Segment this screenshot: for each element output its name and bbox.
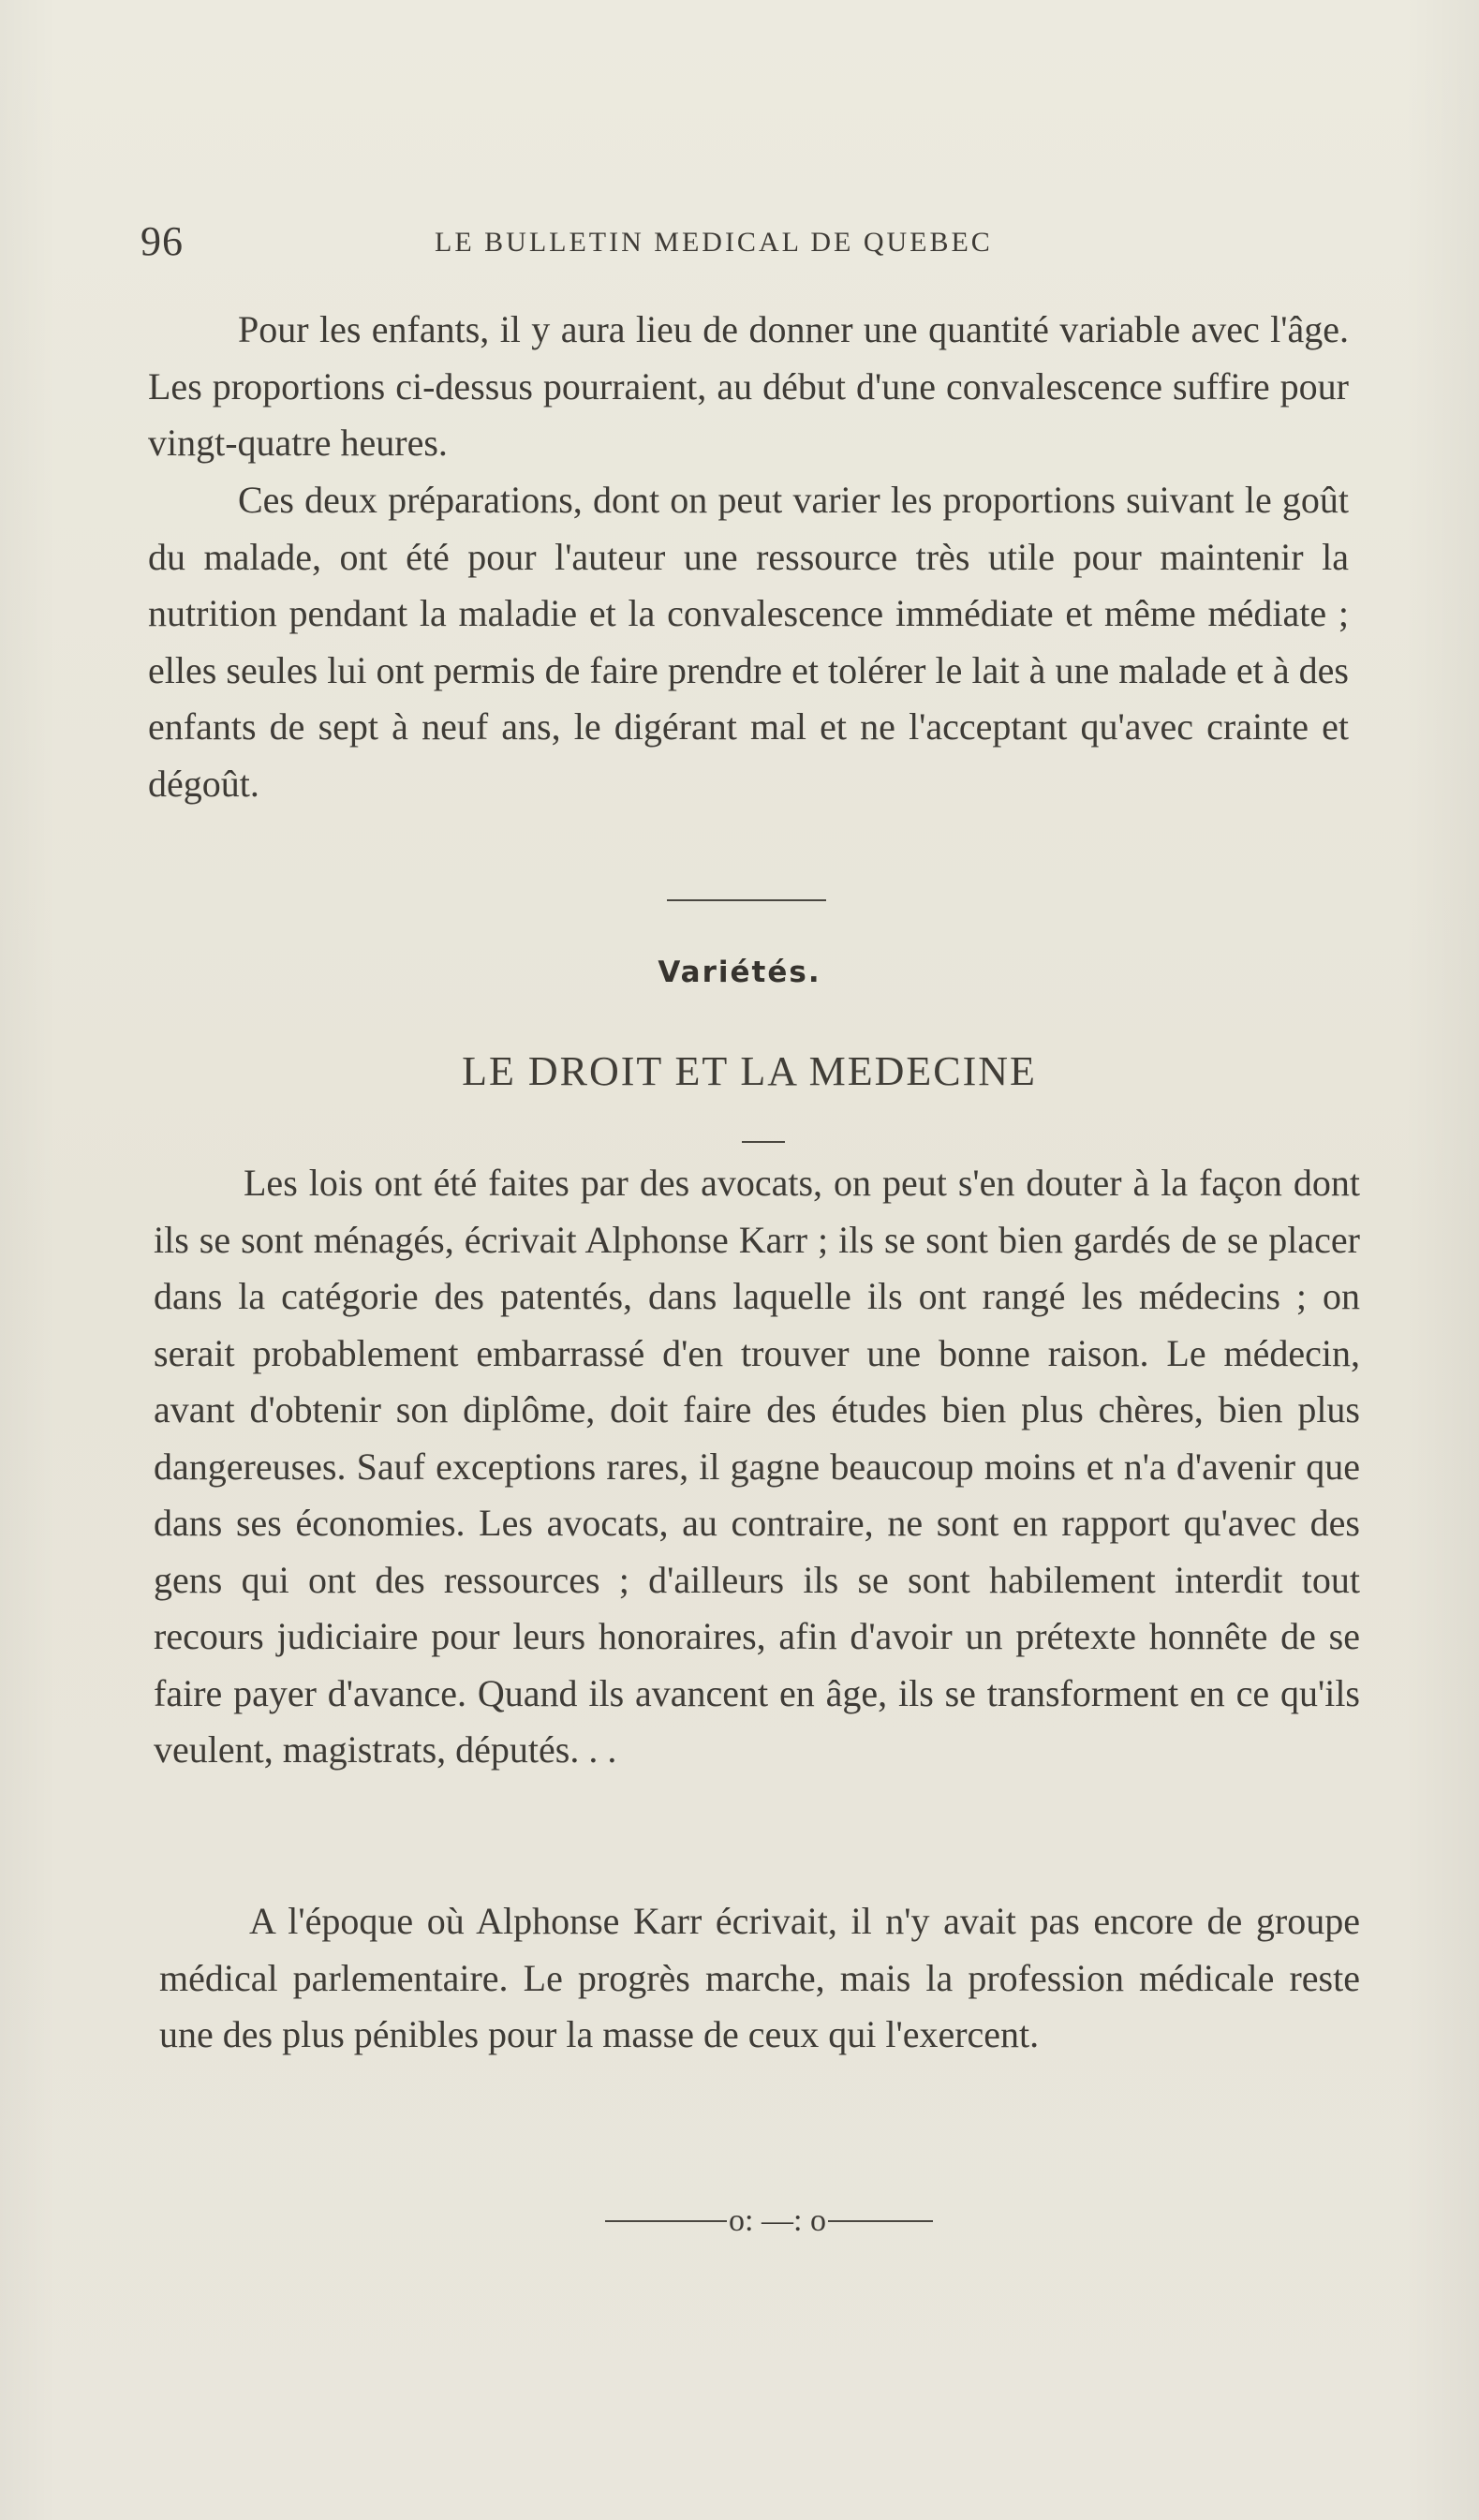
running-head (141, 217, 1077, 274)
paragraph-children-dosage: Pour les enfants, il y aura lieu de donner une quantité variable avec l'âge. Les proportions ci-dessus pourraient, au début d'une convalescence suffire pour vingt-quatre heures. (148, 308, 1349, 464)
end-ornament (575, 2198, 963, 2245)
ornament-line-left (605, 2220, 727, 2222)
ornament-line-right (828, 2220, 933, 2222)
title-divider (742, 1141, 785, 1143)
page-number: 96 (141, 218, 184, 264)
section-title: Variétés. (658, 956, 821, 989)
paragraph-preparations: Ces deux préparations, dont on peut varier les proportions suivant le goût du malade, ont été pour l'auteur une ressource très utile pour maintenir la nutrition pendant la maladie et la convalescence immédiate et même médiate ; elles seules lui ont permis de faire prendre et tolérer le lait à une malade et à des enfants de sept à neuf ans, le digérant mal et ne l'acceptant qu'avec crainte et dégoût. (148, 479, 1349, 805)
ornament-text: o: —: o (729, 2203, 826, 2238)
section-divider (667, 899, 826, 901)
article-title: LE DROIT ET LA MEDECINE (462, 1048, 1037, 1094)
paragraph-lois-avocats: Les lois ont été faites par des avocats, on peut s'en douter à la façon dont ils se sont ménagés, écrivait Alphonse Karr ; ils se sont bien gardés de se placer dans la catégorie des patentés, dans laquelle ils ont rangé les médecins ; on serait probablement embarrassé d'en trouver une bonne raison. Le médecin, avant d'obtenir son diplôme, doit faire des études bien plus chères, bien plus dangereuses. Sauf exceptions rares, il gagne beaucoup moins et n'a d'avenir que dans ses économies. Les avocats, au contraire, ne sont en rapport qu'avec des gens qui ont des ressources ; d'ailleurs ils se sont habilement interdit tout recours judiciaire pour leurs honoraires, afin d'avoir un prétexte honnête de se faire payer d'avance. Quand ils avancent en âge, ils se transforment en ce qu'ils veulent, magistrats, députés. . . (154, 1162, 1360, 1771)
journal-title: LE BULLETIN MEDICAL DE QUEBEC (435, 227, 993, 258)
paragraph-groupe-medical: A l'époque où Alphonse Karr écrivait, il n'y avait pas encore de groupe médical parlementaire. Le progrès marche, mais la profession médicale reste une des plus pénibles pour la masse de ceux qui l'exercent. (159, 1900, 1360, 2055)
